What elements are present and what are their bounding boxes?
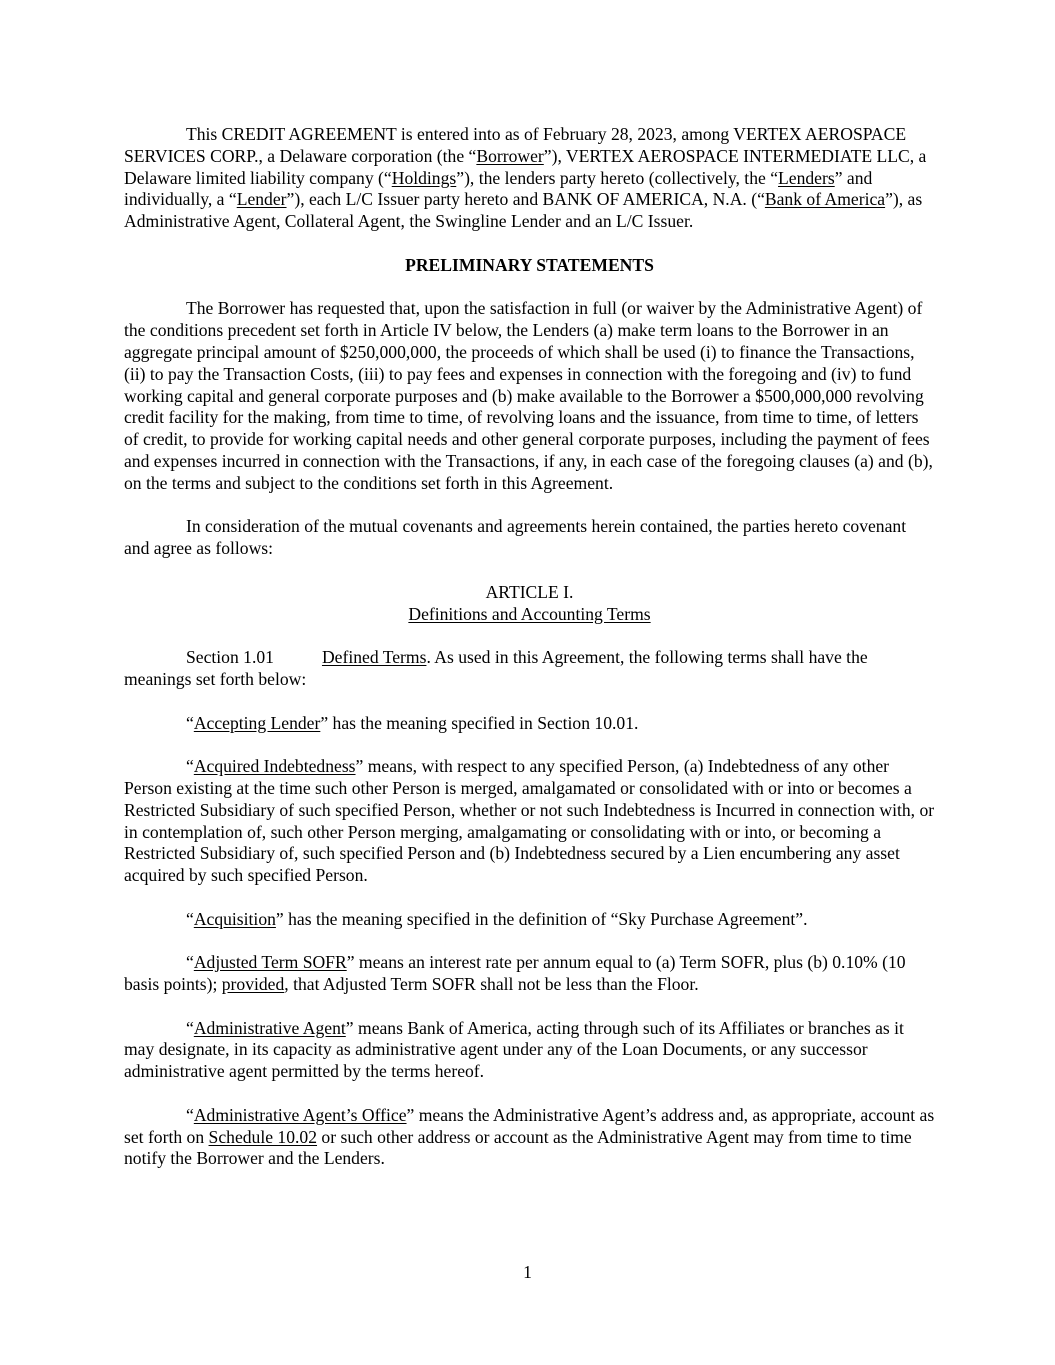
open-quote: “ xyxy=(186,952,194,973)
definition-term: Administrative Agent’s Office xyxy=(193,1104,407,1125)
document-page xyxy=(124,124,935,1192)
defined-term-lenders: Lenders xyxy=(778,167,835,188)
definition-text: ” has the meaning specified in the definition of “Sky Purchase Agreement”. xyxy=(275,908,808,929)
preliminary-statements-heading: PRELIMINARY STATEMENTS xyxy=(405,254,654,275)
intro-text-5: ”), each L/C Issuer party hereto and BANK OF AMERICA, N.A. (“ xyxy=(286,189,765,210)
consideration-paragraph: In consideration of the mutual covenants and agreements herein contained, the parties hereto covenant and agree as follows: xyxy=(124,516,907,559)
section-label: Section 1.01 xyxy=(186,647,274,668)
open-quote: “ xyxy=(186,1104,194,1125)
definition-administrative-agents-office xyxy=(124,1105,935,1170)
intro-text-1: This CREDIT AGREEMENT is entered into as of February 28, 2023, among VERTEX AEROSPACE SERVICES CORP., a Delaware corporation (the “ xyxy=(124,124,907,166)
intro-text-2: ”), VERTEX AEROSPACE INTERMEDIATE LLC, a Delaware limited liability company (“ xyxy=(124,145,927,188)
preliminary-statements-paragraph: The Borrower has requested that, upon the satisfaction in full (or waiver by the Administrative Agent) of the conditions precedent set forth in Article IV below, the Lenders (a) make term loans to the Borrower in an aggregate principal amount of $250,000,000, the proceeds of which shall be used (i) to finance the Transactions, (ii) to pay the Transaction Costs, (iii) to pay fees and expenses in connection with the foregoing and (iv) to fund working capital and general corporate purposes and (b) make available to the Borrower a $500,000,000 revolving credit facility for the making, from time to time, of revolving loans and the issuance, from time to time, of letters of credit, to provide for working capital needs and other general corporate purposes, including the payment of fees and expenses incurred in connection with the Transactions, if any, in each case of the foregoing clauses (a) and (b), on the terms and subject to the conditions set forth in this Agreement. xyxy=(124,298,933,493)
section-text: . As used in this Agreement, the following terms shall have the meanings set forth below: xyxy=(124,647,868,689)
definition-term: Acquired Indebtedness xyxy=(193,756,356,777)
definition-term: Adjusted Term SOFR xyxy=(193,952,347,973)
definition-text: ” means an interest rate per annum equal to (a) Term SOFR, plus (b) 0.10% (10 basis points); xyxy=(124,952,906,995)
definition-acquired-indebtedness xyxy=(124,756,935,887)
intro-text-4: ” and individually, a “ xyxy=(124,167,873,210)
intro-paragraph xyxy=(124,124,935,233)
definition-adjusted-term-sofr xyxy=(124,952,935,996)
defined-term-bank-of-america: Bank of America xyxy=(764,189,886,210)
open-quote: “ xyxy=(186,908,194,929)
definition-acquisition xyxy=(124,909,935,931)
defined-term-lender: Lender xyxy=(236,189,287,210)
definition-text-continued: or such other address or account as the Administrative Agent may from time to time notify the Borrower and the Lenders. xyxy=(124,1126,912,1169)
section-1-01 xyxy=(124,647,935,691)
definition-text-continued: , that Adjusted Term SOFR shall not be less than the Floor. xyxy=(284,974,699,995)
definition-text: ” means, with respect to any specified Person, (a) Indebtedness of any other Person existing at the time such other Person is merged, amalgamated or consolidated with or into or becomes a Restricted Subsidiary of such specified Person, whether or not such Indebtedness is Incurred in connection with, or in contemplation of, such other Person merging, amalgamating or consolidating with or into, or becoming a Restricted Subsidiary of, such specified Person and (b) Indebtedness secured by a Lien encumbering any asset acquired by such specified Person. xyxy=(124,756,935,886)
definition-accepting-lender xyxy=(124,713,935,735)
defined-term-holdings: Holdings xyxy=(391,167,457,188)
definition-text: ” has the meaning specified in Section 10.01. xyxy=(320,712,639,733)
page-number: 1 xyxy=(523,1262,532,1282)
definition-term: Accepting Lender xyxy=(193,712,321,733)
open-quote: “ xyxy=(186,1017,194,1038)
definition-administrative-agent xyxy=(124,1018,935,1083)
defined-term-borrower: Borrower xyxy=(476,145,544,166)
intro-text-3: ”), the lenders party hereto (collectively, the “ xyxy=(456,167,779,188)
definition-term: Administrative Agent xyxy=(193,1017,346,1038)
section-title: Defined Terms xyxy=(321,647,427,668)
definition-text: ” means Bank of America, acting through such of its Affiliates or branches as it may designate, in its capacity as administrative agent under any of the Loan Documents, or any successor administrative agent permitted by the terms hereof. xyxy=(124,1017,904,1082)
article-title-text: Definitions and Accounting Terms xyxy=(408,603,651,624)
schedule-reference: Schedule 10.02 xyxy=(208,1126,318,1147)
definition-text: ” means the Administrative Agent’s address and, as appropriate, account as set forth on xyxy=(124,1104,935,1147)
open-quote: “ xyxy=(186,712,194,733)
open-quote: “ xyxy=(186,756,194,777)
intro-text-6: ”), as Administrative Agent, Collateral Agent, the Swingline Lender and an L/C Issuer. xyxy=(124,189,923,232)
provided-term: provided xyxy=(221,974,285,995)
article-heading xyxy=(124,582,935,626)
article-title xyxy=(124,604,935,626)
article-number: ARTICLE I. xyxy=(485,581,574,602)
definition-term: Acquisition xyxy=(193,908,276,929)
